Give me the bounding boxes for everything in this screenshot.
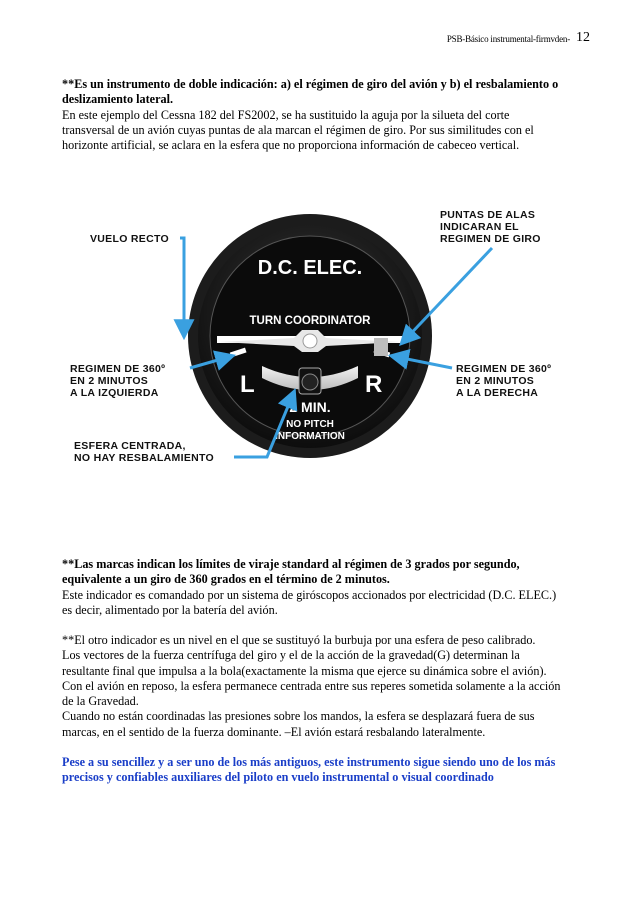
turn-coordinator-diagram <box>62 178 580 513</box>
intro-bold-line-2: deslizamiento lateral. <box>62 92 174 107</box>
dial-power-label: D.C. ELEC. <box>257 257 363 279</box>
instrument-dial <box>188 214 432 458</box>
callout-left-line-2: EN 2 MINUTOS <box>70 375 149 387</box>
conclusion-line-2: precisos y confiables auxiliares del piloto en vuelo instrumental o visual coordinado <box>62 770 494 785</box>
ball-paragraph <box>62 633 592 740</box>
marks-bold-line-2: equivalente a un giro de 360 grados en el término de 2 minutos. <box>62 572 390 587</box>
document-title: PSB-Básico instrumental-firmvden- <box>446 34 570 44</box>
marks-paragraph <box>62 557 592 618</box>
dial-title: TURN COORDINATOR <box>249 315 371 327</box>
ball-line-3: resultante final que impulsa a la bola(exactamente la misma que ejerce su dinámica sobre el avión). <box>62 663 547 678</box>
turn-coordinator-figure <box>62 178 580 513</box>
ball-line-6: Cuando no están coordinadas las presiones sobre los mandos, la esfera se desplazará fuera de sus <box>62 709 535 724</box>
callout-wingtips-line-2: INDICARAN EL <box>440 221 519 233</box>
dial-no-pitch-line-1: NO PITCH <box>286 419 334 430</box>
dial-left-letter: L <box>240 371 255 398</box>
callout-right-line-3: A LA DERECHA <box>456 387 539 399</box>
page-number: 12 <box>576 30 590 45</box>
intro-line-4: transversal de un avión cuyas puntas de ala marcan el régimen de giro. Por sus similitudes con el <box>62 122 534 137</box>
ball-line-1: **El otro indicador es un nivel en el que se sustituyó la burbuja por una esfera de peso calibrado. <box>62 633 536 647</box>
intro-line-5: horizonte artificial, se aclara en la esfera que no proporciona información de cabeceo vertical. <box>62 138 520 153</box>
callout-left-line-1: REGIMEN DE 360º <box>70 363 166 375</box>
ball-line-7: marcas, en el sentido de la fuerza dominante. –El avión estará resbalando lateralmente. <box>62 724 486 739</box>
ball-line-2: Los vectores de la fuerza centrífuga del giro y el de la acción de la gravedad(G) determinan la <box>62 648 520 663</box>
marks-bold-line-1: **Las marcas indican los límites de viraje standard al régimen de 3 grados por segundo, <box>62 557 520 571</box>
ball-line-5: de la Gravedad. <box>62 694 139 709</box>
intro-bold-line-1: **Es un instrumento de doble indicación: a) el régimen de giro del avión y b) el resbalamiento o <box>62 77 559 91</box>
callout-right-line-2: EN 2 MINUTOS <box>456 375 535 387</box>
inclinometer-ball <box>302 374 318 390</box>
callout-level-flight: VUELO RECTO <box>90 233 169 245</box>
callout-wingtips-line-1: PUNTAS DE ALAS <box>440 209 536 221</box>
callout-ball-line-1: ESFERA CENTRADA, <box>74 440 186 452</box>
dial-no-pitch-line-2: INFORMATION <box>275 431 345 442</box>
dial-right-letter: R <box>365 371 383 398</box>
marks-line-4: es decir, alimentado por la batería del avión. <box>62 602 278 617</box>
conclusion-line-1: Pese a su sencillez y a ser uno de los más antiguos, este instrumento sigue siendo uno de los más <box>62 755 556 769</box>
page-header <box>447 28 590 44</box>
right-wingtip-marker <box>374 338 388 356</box>
marks-line-3: Este indicador es comandado por un sistema de giróscopos accionados por electricidad (D.C. ELEC.) <box>62 587 557 602</box>
callout-wingtips-line-3: REGIMEN DE GIRO <box>440 233 541 245</box>
conclusion-paragraph <box>62 755 592 786</box>
ball-line-4: Con el avión en reposo, la esfera permanece centrada entre sus reperes sometida solamente a la acción <box>62 678 561 693</box>
callout-left-line-3: A LA IZQUIERDA <box>70 387 159 399</box>
dial-min-label: 2 MIN. <box>289 399 331 415</box>
intro-line-3: En este ejemplo del Cessna 182 del FS2002, se ha sustituido la aguja por la silueta del corte <box>62 107 510 122</box>
intro-paragraph <box>62 77 592 153</box>
callout-right-line-1: REGIMEN DE 360º <box>456 363 552 375</box>
callout-ball-line-2: NO HAY RESBALAMIENTO <box>74 452 214 464</box>
